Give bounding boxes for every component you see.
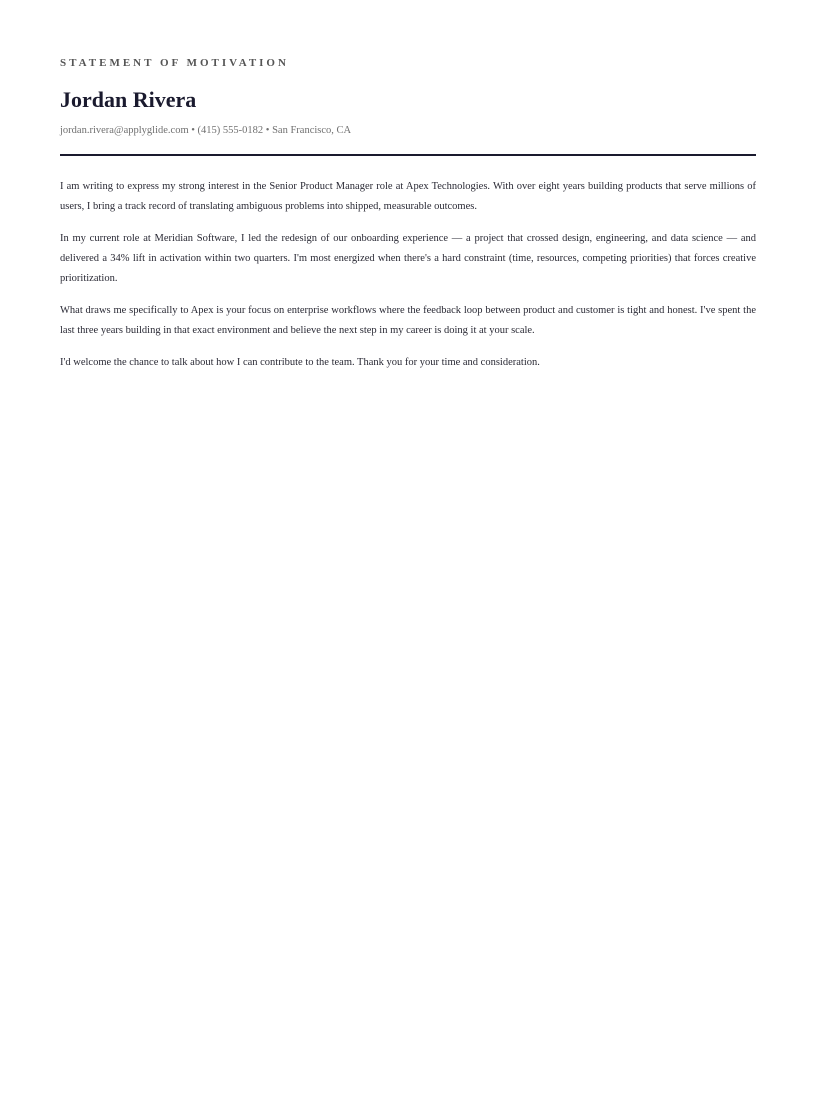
paragraph-closing: I'd welcome the chance to talk about how I can contribute to the team. Thank you for your time and consideration. [60,357,540,369]
contact-line: jordan.rivera@applyglide.com • (415) 555-0182 • San Francisco, CA [60,125,352,136]
paragraph-motivation: What draws me specifically to Apex is your focus on enterprise workflows where the feedback loop between product and customer is tight and honest. I've spent the last three years building in that exact environment and believe the next step in my career is doing it at your scale. [60,304,756,336]
header-divider [60,154,756,156]
paragraph-intro: I am writing to express my strong interest in the Senior Product Manager role at Apex Technologies. With over eight years building products that serve millions of users, I bring a track record of translating ambiguous problems into shipped, measurable outcomes. [60,181,756,212]
applicant-name: Jordan Rivera [60,87,197,112]
document-type-label: STATEMENT OF MOTIVATION [60,57,289,69]
statement-body [60,177,756,385]
paragraph-experience: In my current role at Meridian Software, I led the redesign of our onboarding experience — a project that crossed design, engineering, and data science — and delivered a 34% lift in activation within two quarters. I'm most energized when there's a hard constraint (time, resources, competing priorities) that forces creative prioritization. [60,233,756,284]
